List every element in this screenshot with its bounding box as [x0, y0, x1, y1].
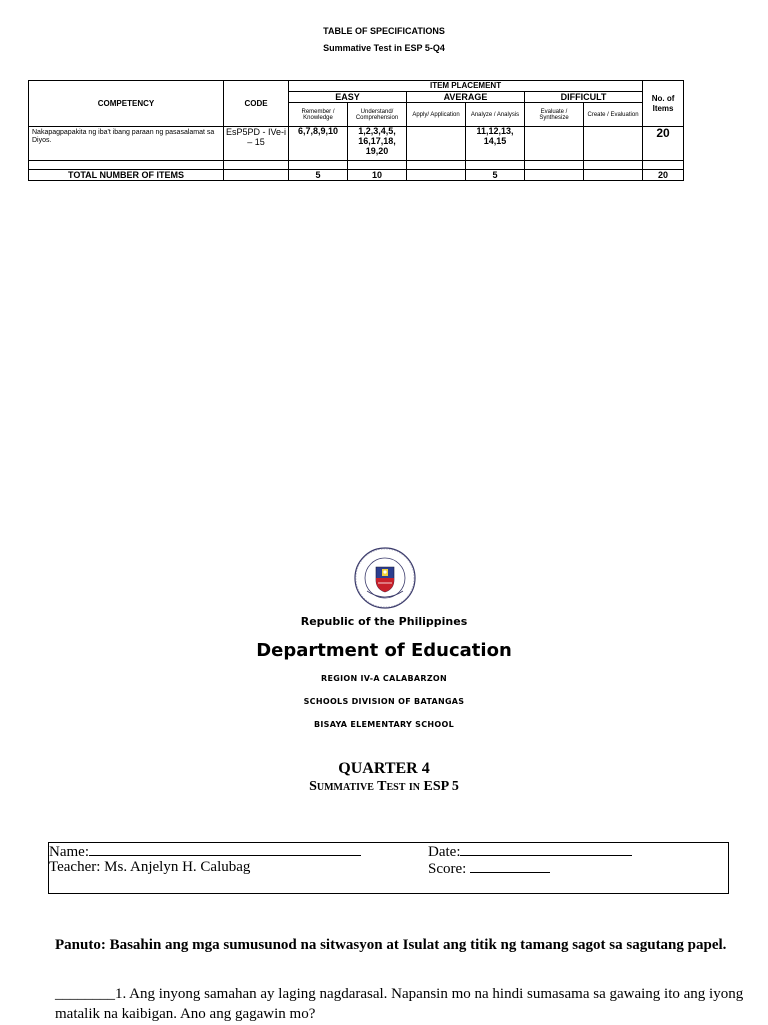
competency-header: COMPETENCY: [29, 81, 224, 127]
total-label: TOTAL NUMBER OF ITEMS: [29, 170, 224, 181]
score-field[interactable]: [470, 859, 550, 873]
deped-seal-icon: [354, 547, 416, 609]
evaluate-header: Evaluate / Synthesize: [525, 103, 584, 127]
competency-cell: Nakapagpapakita ng iba't ibang paraan ng pasasalamat sa Diyos.: [29, 127, 224, 161]
no-of-items-header: No. of Items: [643, 81, 684, 127]
date-label: Date:: [428, 844, 461, 860]
code-cell: EsP5PD - IVe-i – 15: [224, 127, 289, 161]
table-row-total: [29, 170, 684, 181]
division-name: SCHOOLS DIVISION OF BATANGAS: [303, 697, 465, 706]
remember-header: Remember / Knowledge: [289, 103, 348, 127]
create-header: Create / Evaluation: [584, 103, 643, 127]
school-name: BISAYA ELEMENTARY SCHOOL: [314, 720, 454, 729]
total-apply: [407, 170, 466, 181]
date-field[interactable]: [460, 842, 632, 856]
understand-cell: 1,2,3,4,5, 16,17,18, 19,20: [348, 127, 407, 161]
total-remember: 5: [289, 170, 348, 181]
difficult-header: DIFFICULT: [525, 92, 643, 103]
test-title: Summative Test in ESP 5: [309, 779, 459, 794]
tos-subtitle: Summative Test in ESP 5-Q4: [323, 43, 445, 53]
teacher-label: Teacher: Ms. Anjelyn H. Calubag: [49, 859, 251, 875]
analyze-cell: 11,12,13, 14,15: [466, 127, 525, 161]
score-row: [428, 859, 550, 878]
total-no-of-items: 20: [643, 170, 684, 181]
easy-header: EASY: [289, 92, 407, 103]
department-name: Department of Education: [256, 640, 512, 661]
answer-blank[interactable]: ________: [55, 986, 115, 1002]
remember-cell: 6,7,8,9,10: [289, 127, 348, 161]
republic-label: Republic of the Philippines: [300, 615, 468, 628]
total-create: [584, 170, 643, 181]
code-header: CODE: [224, 81, 289, 127]
question-text: 1. Ang inyong samahan ay laging nagdarasal. Napansin mo na hindi sumasama sa gawaing ito ang iyong matalik na kaibigan. Ano ang gagawin mo?: [55, 986, 744, 1023]
total-analyze: 5: [466, 170, 525, 181]
table-row-blank: [29, 161, 684, 170]
create-cell: [584, 127, 643, 161]
understand-header: Understand/ Comprehension: [348, 103, 407, 127]
score-label: Score:: [428, 861, 467, 877]
average-header: AVERAGE: [407, 92, 525, 103]
apply-header: Apply/ Application: [407, 103, 466, 127]
item-placement-header: ITEM PLACEMENT: [289, 81, 643, 92]
total-code: [224, 170, 289, 181]
quarter-title: QUARTER 4: [338, 760, 430, 777]
total-evaluate: [525, 170, 584, 181]
table-of-specifications: [28, 80, 684, 181]
tos-title: TABLE OF SPECIFICATIONS: [323, 26, 445, 36]
region-name: REGION IV-A CALABARZON: [320, 674, 448, 683]
instructions-text: Panuto: Basahin ang mga sumusunod na sitwasyon at Isulat ang titik ng tamang sagot sa sagutang papel.: [55, 937, 727, 953]
analyze-header: Analyze / Analysis: [466, 103, 525, 127]
student-info-box: [48, 842, 729, 894]
name-field[interactable]: [89, 842, 361, 856]
name-label: Name:: [49, 844, 89, 860]
apply-cell: [407, 127, 466, 161]
total-understand: 10: [348, 170, 407, 181]
no-of-items-cell: 20: [643, 127, 684, 161]
table-row: [29, 127, 684, 161]
question-item: [55, 984, 745, 1025]
evaluate-cell: [525, 127, 584, 161]
